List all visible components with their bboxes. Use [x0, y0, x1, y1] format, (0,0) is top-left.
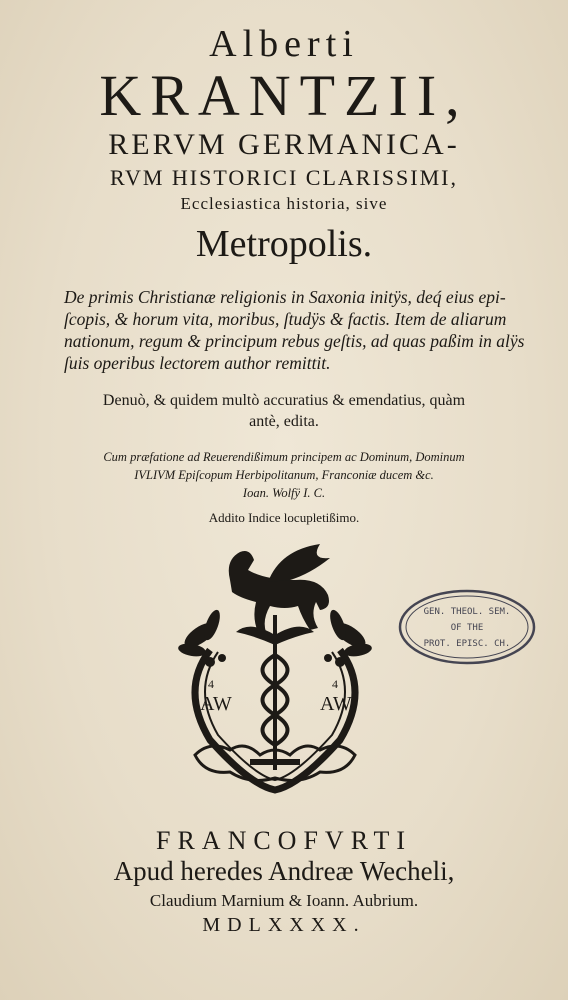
imprint-publisher: Apud heredes Andreæ Wecheli, — [113, 856, 455, 886]
author-first-name: Alberti — [209, 23, 359, 65]
description-line: nationum, regum & principum rebus geſtis, ad quas paßim in alÿs — [64, 331, 525, 351]
preface-line: IVLIVM Epiſcopum Herbipolitanum, Franconiæ ducem &c. — [134, 468, 434, 482]
preface-line: Ioan. Wolfÿ I. C. — [242, 486, 326, 500]
stamp-line: GEN. THEOL. SEM. — [423, 607, 511, 617]
book-title-metropolis: Metropolis. — [195, 223, 373, 265]
library-stamp — [397, 588, 537, 666]
device-right-mark: 4 — [332, 677, 338, 691]
author-surname: KRANTZII, — [99, 63, 469, 128]
device-right-monogram: AW — [320, 693, 352, 715]
description-line: ſuis operibus lectorem author remittit. — [64, 353, 331, 373]
edition-line: Denuò, & quidem multò accuratius & emendatius, quàm — [102, 392, 466, 409]
index-note: Addito Indice locupletißimo. — [208, 510, 360, 525]
edition-line: antè, edita. — [249, 413, 319, 430]
title-line-historici: RVM HISTORICI CLARISSIMI, — [110, 165, 458, 190]
imprint-printers: Claudium Marnium & Ioann. Aubrium. — [149, 891, 419, 910]
device-left-mark: 4 — [208, 677, 214, 691]
imprint-year: MDLXXXX. — [202, 914, 366, 936]
device-left-monogram: AW — [200, 693, 232, 715]
description-line: ſcopis, & horum vita, moribus, ſtudÿs & factis. Item de aliarum — [64, 309, 507, 329]
preface-line: Cum præfatione ad Reuerendißimum principem ac Dominum, Dominum — [103, 450, 465, 464]
stamp-line: PROT. EPISC. CH. — [423, 639, 511, 649]
title-line-ecclesiastica: Ecclesiastica historia, sive — [180, 194, 388, 213]
title-line-rerum-germanica: RERVM GERMANICA- — [108, 128, 460, 161]
stamp-line: OF THE — [450, 623, 484, 633]
imprint-place: FRANCOFVRTI — [155, 826, 413, 855]
description-line: De primis Christianæ religionis in Saxonia initÿs, deq́ eius epi- — [64, 287, 506, 307]
description-paragraph — [64, 286, 534, 374]
pegasus-caduceus-device-icon — [170, 540, 380, 810]
